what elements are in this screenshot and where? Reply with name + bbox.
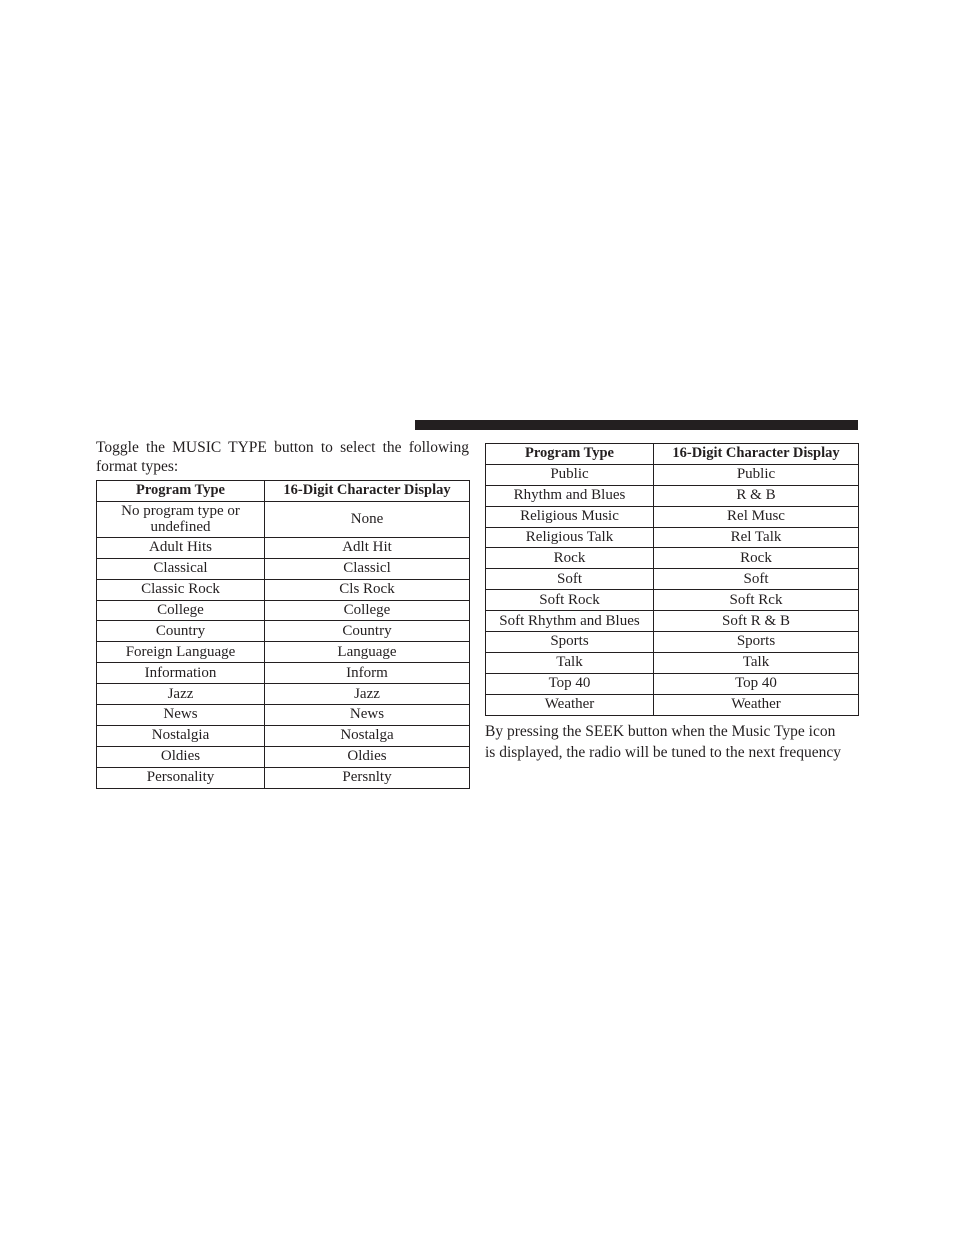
display-cell: Persnlty <box>265 767 470 788</box>
program-type-table-right <box>485 443 859 716</box>
table-row <box>486 590 859 611</box>
table-row <box>486 527 859 548</box>
display-cell: Weather <box>654 694 859 715</box>
table-row <box>97 663 470 684</box>
display-cell: Rock <box>654 548 859 569</box>
display-cell: Talk <box>654 652 859 673</box>
program-type-cell: Adult Hits <box>97 537 265 558</box>
program-type-table-left <box>96 480 470 789</box>
display-cell: Jazz <box>265 684 470 705</box>
table-row <box>486 694 859 715</box>
display-cell: Nostalga <box>265 725 470 746</box>
table-row <box>97 767 470 788</box>
table-row <box>486 673 859 694</box>
program-type-cell: Talk <box>486 652 654 673</box>
table-header-row <box>486 444 859 465</box>
table-row <box>486 464 859 485</box>
display-cell: Soft R & B <box>654 611 859 632</box>
program-type-cell: Information <box>97 663 265 684</box>
program-type-cell: News <box>97 705 265 726</box>
program-type-cell: Soft Rock <box>486 590 654 611</box>
display-cell: Country <box>265 621 470 642</box>
program-type-cell: Jazz <box>97 684 265 705</box>
column-header-display: 16-Digit Character Display <box>265 481 470 502</box>
program-type-cell: Classical <box>97 558 265 579</box>
display-cell: Oldies <box>265 746 470 767</box>
left-column <box>96 438 469 789</box>
table-row <box>486 485 859 506</box>
table-row <box>486 652 859 673</box>
table-header-row <box>97 481 470 502</box>
program-type-cell: Religious Music <box>486 506 654 527</box>
program-type-cell: Soft Rhythm and Blues <box>486 611 654 632</box>
table-row <box>486 611 859 632</box>
outro-line: By pressing the SEEK button when the Music Type icon <box>485 722 836 740</box>
display-cell: Classicl <box>265 558 470 579</box>
display-cell: Language <box>265 642 470 663</box>
program-type-cell: Sports <box>486 632 654 653</box>
program-type-cell: Weather <box>486 694 654 715</box>
program-type-cell: Religious Talk <box>486 527 654 548</box>
table-row <box>486 548 859 569</box>
program-type-cell: Foreign Language <box>97 642 265 663</box>
program-type-cell: Rock <box>486 548 654 569</box>
section-header-bar <box>415 420 858 430</box>
table-row <box>97 558 470 579</box>
table-row <box>97 537 470 558</box>
table-row <box>97 746 470 767</box>
column-header-program-type: Program Type <box>97 481 265 502</box>
display-cell: Sports <box>654 632 859 653</box>
program-type-cell: Nostalgia <box>97 725 265 746</box>
display-cell: Soft Rck <box>654 590 859 611</box>
program-type-cell: Classic Rock <box>97 579 265 600</box>
intro-paragraph: Toggle the MUSIC TYPE button to select the following format types: <box>96 439 469 475</box>
program-type-cell: Soft <box>486 569 654 590</box>
display-cell: College <box>265 600 470 621</box>
table-row <box>486 632 859 653</box>
table-row <box>97 600 470 621</box>
table-row <box>97 725 470 746</box>
table-row <box>486 506 859 527</box>
right-column <box>485 443 858 763</box>
program-type-cell: Rhythm and Blues <box>486 485 654 506</box>
display-cell: Top 40 <box>654 673 859 694</box>
table-row <box>486 569 859 590</box>
display-cell: Adlt Hit <box>265 537 470 558</box>
outro-paragraph <box>485 721 858 763</box>
table-row <box>97 642 470 663</box>
display-cell: Soft <box>654 569 859 590</box>
display-cell: Rel Talk <box>654 527 859 548</box>
table-row <box>97 501 470 537</box>
program-type-cell: Country <box>97 621 265 642</box>
display-cell: Inform <box>265 663 470 684</box>
display-cell: News <box>265 705 470 726</box>
table-row <box>97 705 470 726</box>
display-cell: Rel Musc <box>654 506 859 527</box>
program-type-cell: College <box>97 600 265 621</box>
program-type-cell: No program type or undefined <box>97 501 265 537</box>
program-type-cell: Personality <box>97 767 265 788</box>
program-type-cell: Public <box>486 464 654 485</box>
outro-line: is displayed, the radio will be tuned to the next frequency <box>485 743 841 761</box>
table-row <box>97 684 470 705</box>
table-row <box>97 621 470 642</box>
display-cell: Cls Rock <box>265 579 470 600</box>
table-row <box>97 579 470 600</box>
program-type-cell: Oldies <box>97 746 265 767</box>
column-header-display: 16-Digit Character Display <box>654 444 859 465</box>
display-cell: Public <box>654 464 859 485</box>
display-cell: None <box>265 501 470 537</box>
program-type-cell: Top 40 <box>486 673 654 694</box>
column-header-program-type: Program Type <box>486 444 654 465</box>
display-cell: R & B <box>654 485 859 506</box>
